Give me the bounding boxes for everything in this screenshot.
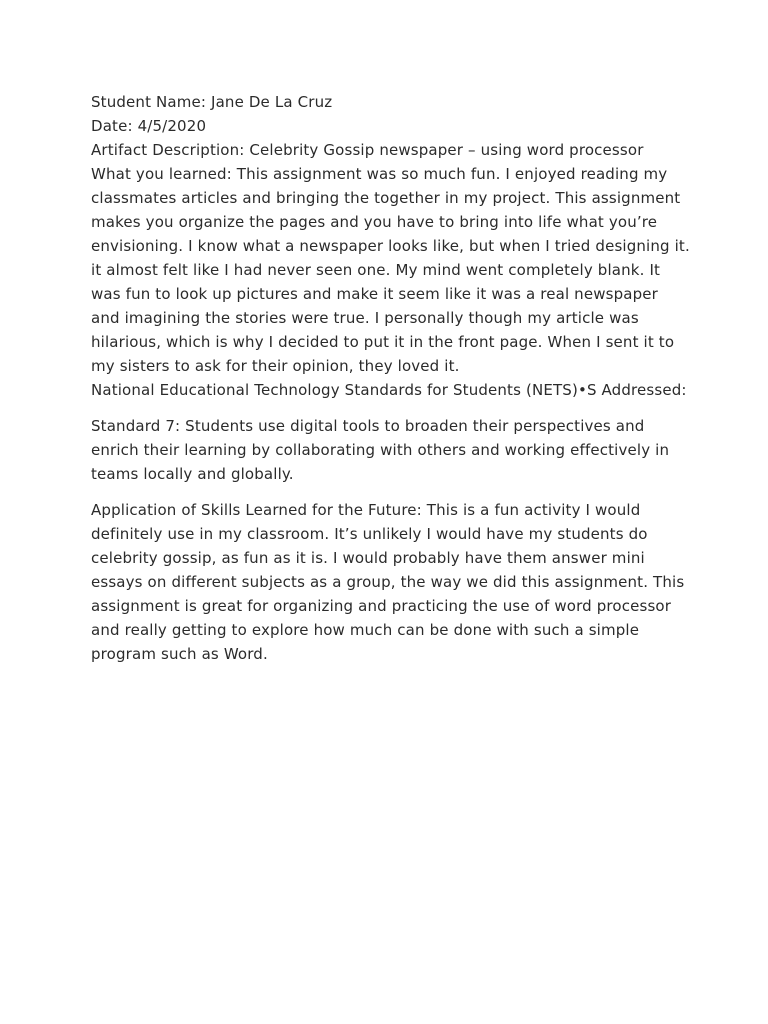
paragraph-spacer: [91, 486, 691, 498]
document-body: [91, 90, 691, 666]
application-paragraph: Application of Skills Learned for the Future: This is a fun activity I would definitely use in my classroom. It’s unlikely I would have my students do celebrity gossip, as fun as it is. I would probably have them answer mini essays on different subjects as a group, the way we did this assignment. This assignment is great for organizing and practicing the use of word processor and really getting to explore how much can be done with such a simple program such as Word.: [91, 501, 685, 663]
standard-7-paragraph: Standard 7: Students use digital tools to broaden their perspectives and enrich their learning by collaborating with others and working effectively in teams locally and globally.: [91, 417, 670, 483]
standards-heading: National Educational Technology Standards for Students (NETS)•S Addressed:: [91, 381, 687, 399]
paragraph-spacer: [91, 402, 691, 414]
artifact-description-line: Artifact Description: Celebrity Gossip newspaper – using word processor: [91, 141, 644, 159]
date-line: Date: 4/5/2020: [91, 117, 207, 135]
what-you-learned-paragraph: What you learned: This assignment was so much fun. I enjoyed reading my classmates articles and bringing the together in my project. This assignment makes you organize the pages and you have to bring into life what you’re envisioning. I know what a newspaper looks like, but when I tried designing it. it almost felt like I had never seen one. My mind went completely blank. It was fun to look up pictures and make it seem like it was a real newspaper and imagining the stories were true. I personally though my article was hilarious, which is why I decided to put it in the front page. When I sent it to my sisters to ask for their opinion, they loved it.: [91, 165, 690, 375]
student-name-line: Student Name: Jane De La Cruz: [91, 93, 333, 111]
